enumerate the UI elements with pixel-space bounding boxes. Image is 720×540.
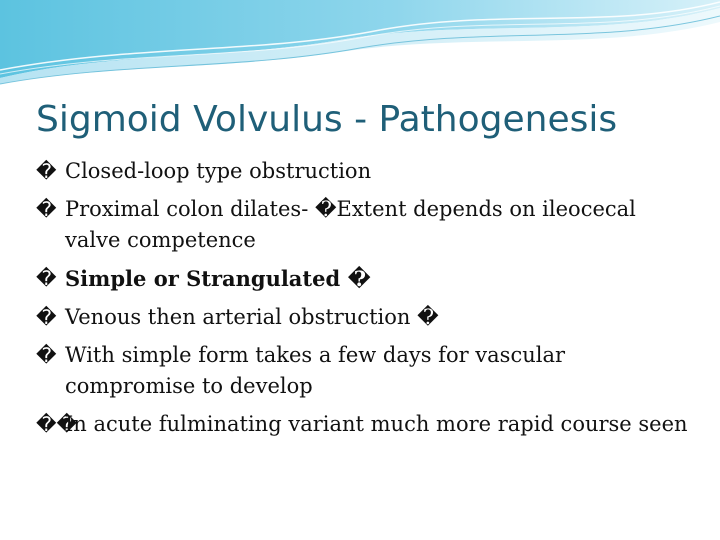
bullet-marker-icon: �� — [36, 412, 78, 436]
bullet-text: With simple form takes a few days for vascular compromise to develop — [65, 343, 566, 398]
bullet-marker-icon: � — [36, 197, 57, 221]
bullet-text: Simple or Strangulated � — [65, 266, 371, 291]
bullet-text: Proximal colon dilates- �Extent depends on ileocecal valve competence — [65, 197, 636, 252]
bullet-text: Venous then arterial obstruction � — [65, 305, 439, 329]
bullet-item — [36, 409, 696, 440]
slide-title: Sigmoid Volvulus - Pathogenesis — [36, 99, 618, 140]
bullet-marker-icon: � — [36, 159, 57, 183]
bullet-text: In acute fulminating variant much more rapid course seen — [65, 412, 688, 436]
bullet-text: Closed-loop type obstruction — [65, 159, 372, 183]
bullet-item — [36, 156, 696, 187]
bullet-item — [36, 263, 696, 295]
bullet-marker-icon: � — [36, 343, 57, 367]
bullet-item — [36, 194, 696, 256]
bullet-item — [36, 340, 696, 402]
bullet-list — [36, 156, 696, 447]
bullet-marker-icon: � — [36, 305, 57, 329]
bullet-item — [36, 302, 696, 333]
header-wave-decoration — [0, 0, 720, 90]
bullet-marker-icon: � — [36, 266, 57, 290]
